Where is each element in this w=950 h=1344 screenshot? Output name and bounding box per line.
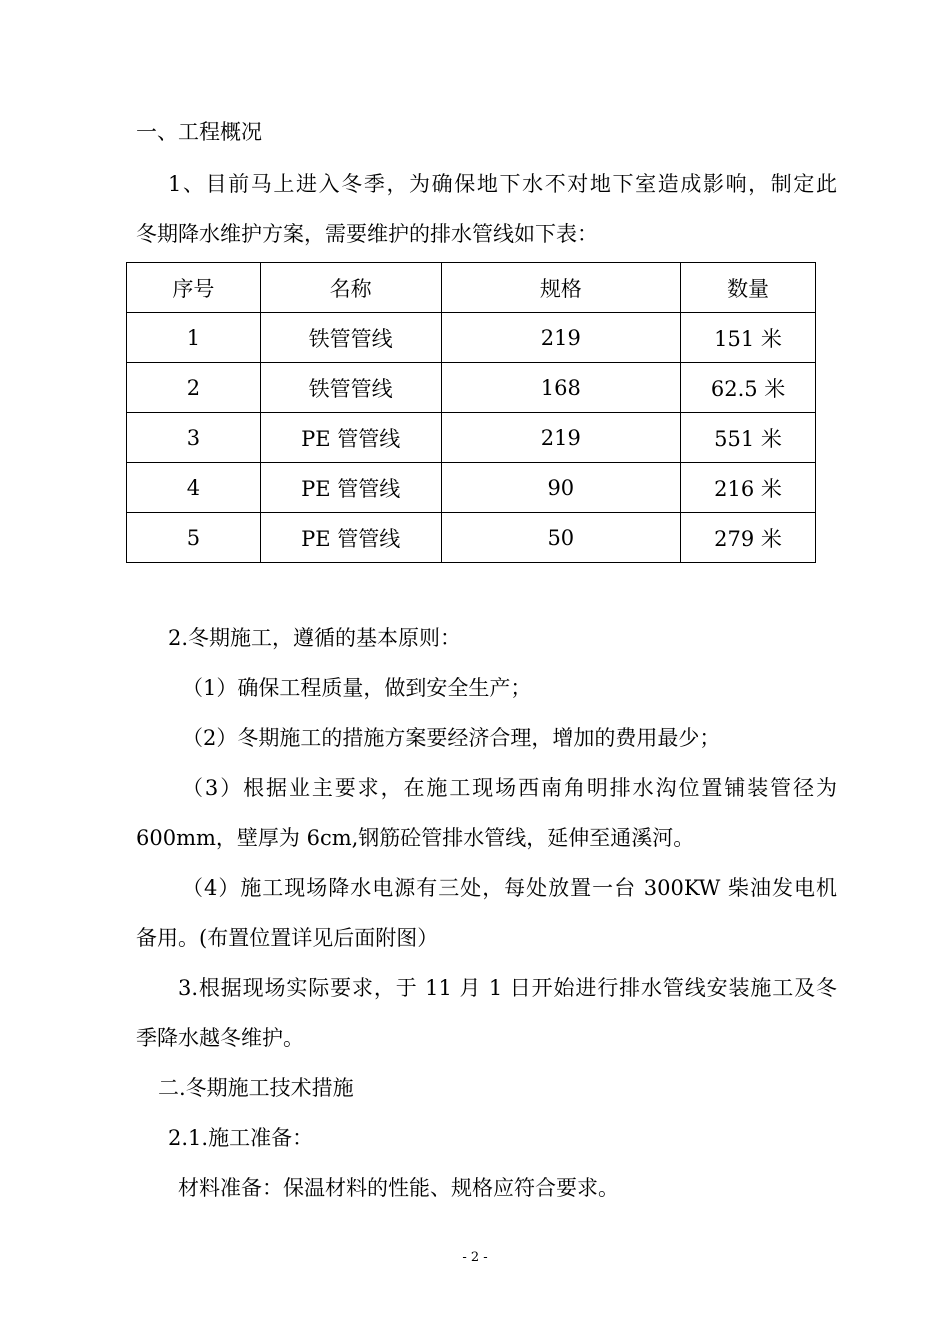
cell-index: 3	[127, 413, 261, 463]
header-name: 名称	[260, 263, 441, 313]
cell-index: 4	[127, 463, 261, 513]
cell-name: PE 管管线	[260, 463, 441, 513]
cell-spec: 50	[441, 513, 681, 563]
header-quantity: 数量	[681, 263, 816, 313]
header-spec: 规格	[441, 263, 681, 313]
principles-heading: 2.冬期施工，遵循的基本原则：	[168, 626, 462, 650]
section2-subheading: 2.1.施工准备：	[168, 1126, 314, 1150]
cell-quantity: 279 米	[681, 513, 816, 563]
cell-name: 铁管管线	[260, 313, 441, 363]
cell-quantity: 151 米	[681, 313, 816, 363]
pipeline-table	[126, 262, 816, 563]
cell-index: 2	[127, 363, 261, 413]
cell-index: 5	[127, 513, 261, 563]
section1-heading: 一、工程概况	[136, 120, 262, 144]
principle-item-3-line2: 600mm，壁厚为 6cm,钢筋砼管排水管线，延伸至通溪河。	[136, 826, 695, 850]
cell-spec: 219	[441, 313, 681, 363]
table-header-row	[127, 263, 816, 313]
table-row	[127, 363, 816, 413]
section1-paragraph-line1: 1、目前马上进入冬季，为确保地下水不对地下室造成影响，制定此	[168, 172, 837, 196]
table-row	[127, 413, 816, 463]
cell-index: 1	[127, 313, 261, 363]
cell-quantity: 62.5 米	[681, 363, 816, 413]
material-preparation: 材料准备：保温材料的性能、规格应符合要求。	[178, 1176, 619, 1200]
section1-paragraph-line2: 冬期降水维护方案，需要维护的排水管线如下表：	[136, 222, 598, 246]
cell-spec: 168	[441, 363, 681, 413]
header-index: 序号	[127, 263, 261, 313]
cell-name: PE 管管线	[260, 513, 441, 563]
cell-name: 铁管管线	[260, 363, 441, 413]
table-row	[127, 313, 816, 363]
item3-line2: 季降水越冬维护。	[136, 1026, 304, 1050]
cell-spec: 90	[441, 463, 681, 513]
item3-line1: 3.根据现场实际要求，于 11 月 1 日开始进行排水管线安装施工及冬	[178, 976, 837, 1000]
principle-item-4-line2: 备用。(布置位置详见后面附图）	[136, 926, 439, 950]
cell-quantity: 216 米	[681, 463, 816, 513]
principle-item-1: （1）确保工程质量，做到安全生产；	[182, 676, 532, 700]
principle-item-2: （2）冬期施工的措施方案要经济合理，增加的费用最少；	[182, 726, 721, 750]
principle-item-4-line1: （4）施工现场降水电源有三处，每处放置一台 300KW 柴油发电机	[182, 876, 837, 900]
principle-item-3-line1: （3）根据业主要求，在施工现场西南角明排水沟位置铺装管径为	[182, 776, 837, 800]
table-row	[127, 463, 816, 513]
cell-name: PE 管管线	[260, 413, 441, 463]
cell-quantity: 551 米	[681, 413, 816, 463]
table-row	[127, 513, 816, 563]
page-number: - 2 -	[462, 1250, 488, 1265]
cell-spec: 219	[441, 413, 681, 463]
section2-heading: 二.冬期施工技术措施	[158, 1076, 354, 1100]
